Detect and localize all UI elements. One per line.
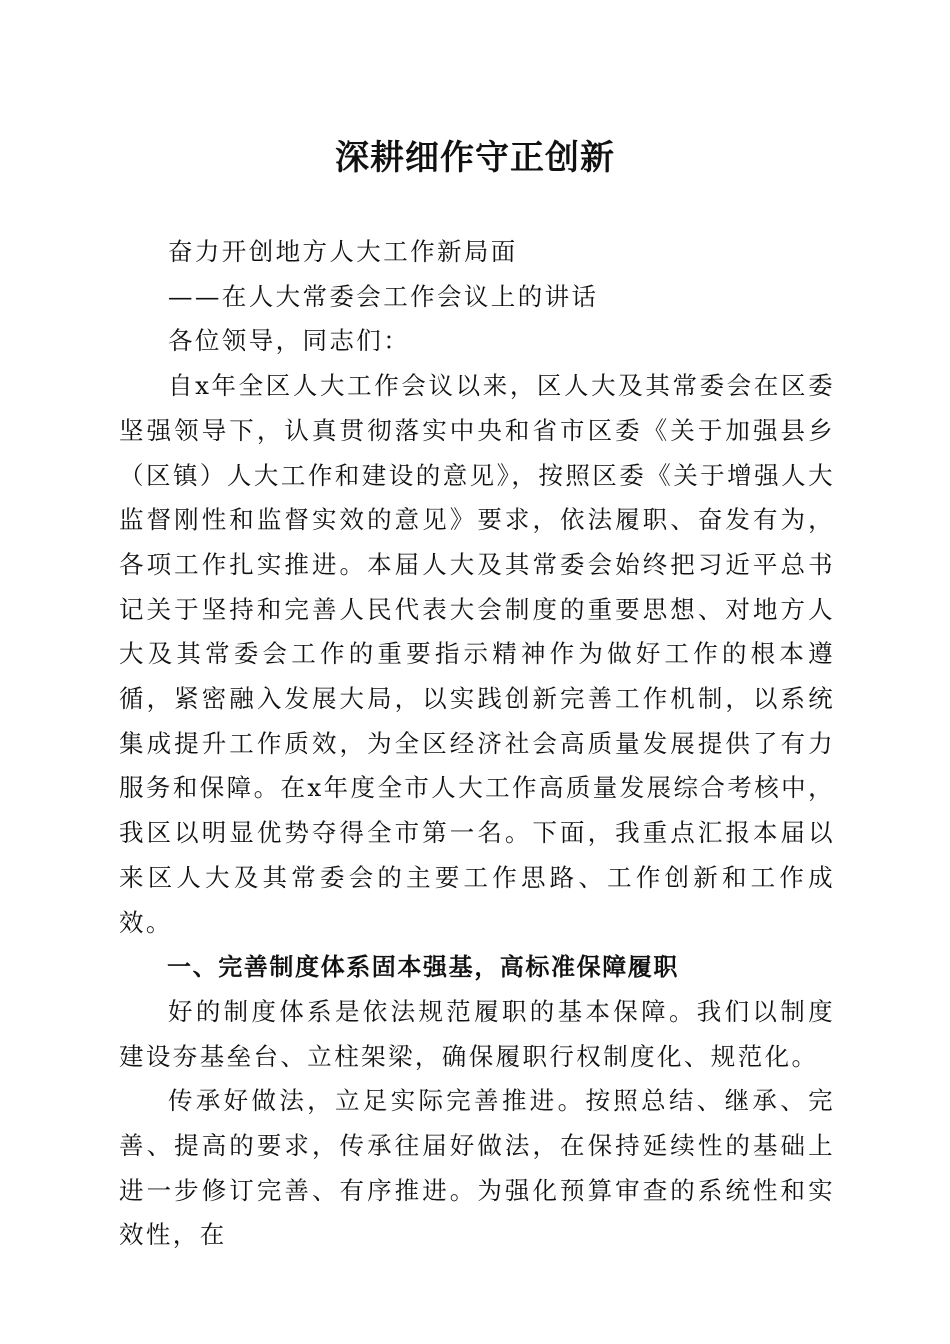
subtitle-line: 奋力开创地方人大工作新局面 — [168, 237, 518, 266]
section-paragraph: 好的制度体系是依法规范履职的基本保障。我们以制度建设夯基垒台、立柱架梁，确保履职行权制度化、规范化。 — [119, 996, 835, 1071]
section-heading: 一、完善制度体系固本强基，高标准保障履职 — [167, 953, 679, 982]
document-title: 深耕细作守正创新 — [335, 138, 615, 178]
document-body — [119, 230, 835, 1258]
intro-paragraph: 自x年全区人大工作会议以来，区人大及其常委会在区委坚强领导下，认真贯彻落实中央和省市区委《关于加强县乡（区镇）人大工作和建设的意见》，按照区委《关于增强人大监督刚性和监督实效的意见》要求，依法履职、奋发有为，各项工作扎实推进。本届人大及其常委会始终把习近平总书记关于坚持和完善人民代表大会制度的重要思想、对地方人大及其常委会工作的重要指示精神作为做好工作的根本遵循，紧密融入发展大局，以实践创新完善工作机制，以系统集成提升工作质效，为全区经济社会高质量发展提供了有力服务和保障。在x年度全市人大工作高质量发展综合考核中，我区以明显优势夺得全市第一名。下面，我重点汇报本届以来区人大及其常委会的主要工作思路、工作创新和工作成效。 — [119, 371, 835, 937]
greeting-line: 各位领导，同志们： — [168, 326, 411, 356]
section-paragraph: 传承好做法，立足实际完善推进。按照总结、继承、完善、提高的要求，传承往届好做法，在保持延续性的基础上进一步修订完善、有序推进。为强化预算审查的系统性和实效性，在 — [119, 1086, 835, 1250]
subtitle-line-2: ——在人大常委会工作会议上的讲话 — [168, 281, 599, 311]
